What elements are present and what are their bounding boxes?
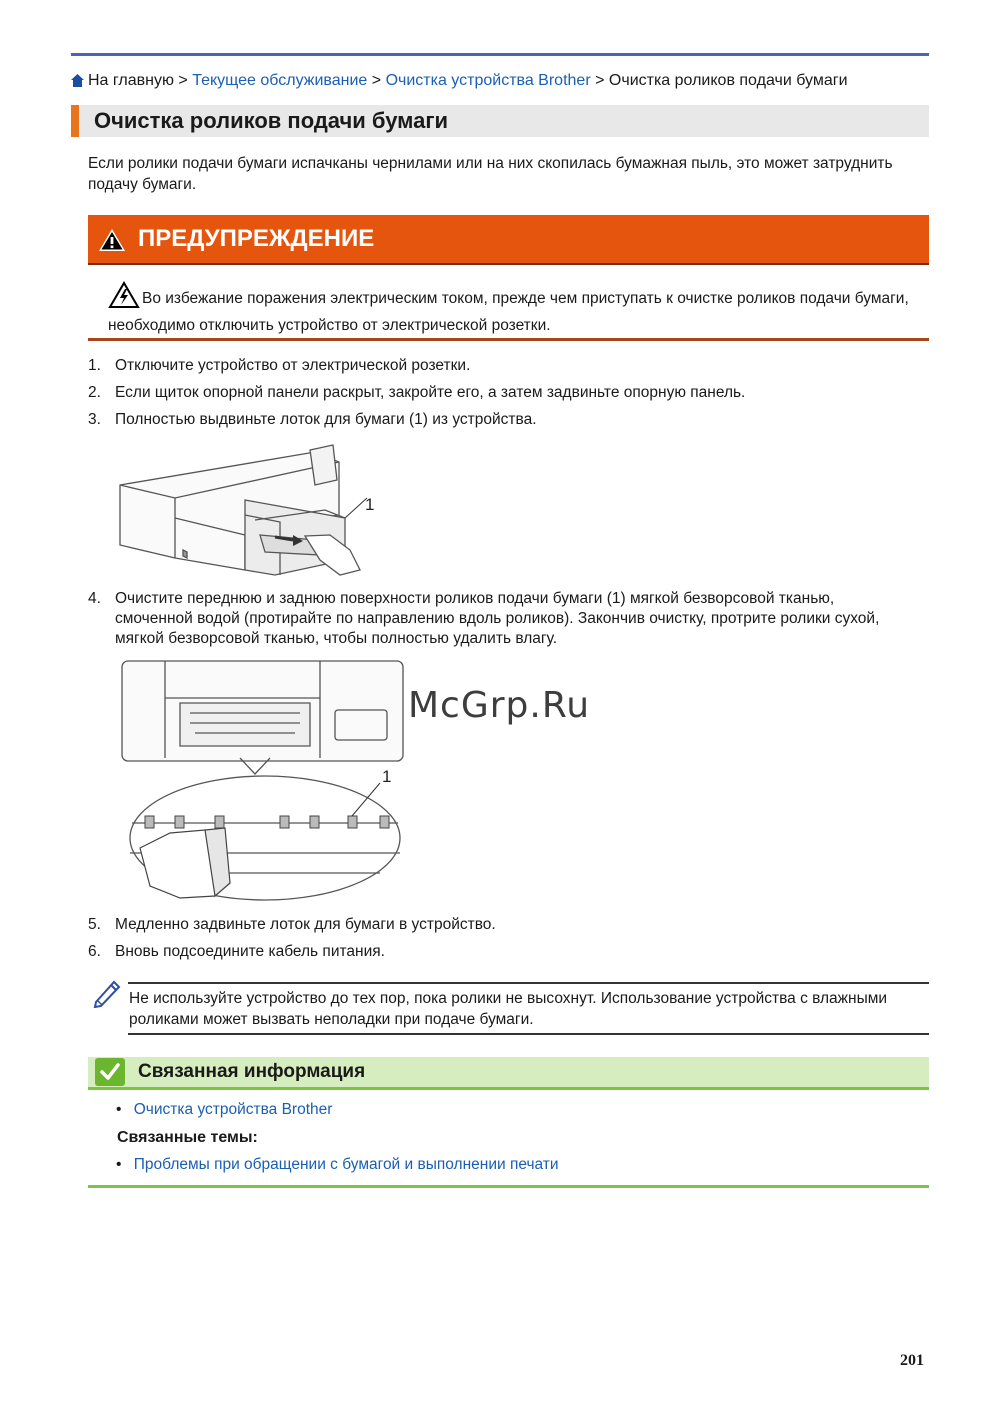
step-text: Полностью выдвиньте лоток для бумаги (1) из устройства.	[115, 411, 537, 428]
related-link-item	[116, 1100, 332, 1120]
warning-triangle-icon	[98, 228, 126, 252]
warning-underline	[88, 263, 929, 265]
home-icon[interactable]	[71, 74, 84, 87]
roller-cleaning-illustration	[120, 658, 410, 908]
page-title: Очистка роликов подачи бумаги	[94, 108, 449, 133]
step-number: 4.	[88, 590, 101, 607]
step-number: 6.	[88, 943, 101, 960]
step-number: 3.	[88, 411, 101, 428]
step-text: Очистите переднюю и заднюю поверхности роликов подачи бумаги (1) мягкой безворсовой тканью, смоченной водой (протирайте по направлению вдоль роликов). Закончив очистку, протрите ролики сухой, мягкой безворсовой тканью, чтобы полностью удалить влагу.	[115, 590, 880, 647]
breadcrumb-separator: >	[178, 72, 188, 89]
breadcrumb-separator: >	[371, 72, 382, 89]
step-number: 1.	[88, 357, 101, 374]
page-number: 201	[900, 1352, 924, 1369]
warning-body	[108, 281, 923, 339]
related-info-underline	[88, 1087, 929, 1090]
step-text: Отключите устройство от электрической розетки.	[115, 357, 471, 374]
title-accent	[71, 105, 79, 137]
figure-callout-1: 1	[382, 767, 392, 786]
breadcrumb-link-cleaning[interactable]: Очистка устройства Brother	[385, 72, 591, 89]
breadcrumb-current: Очистка роликов подачи бумаги	[608, 72, 848, 89]
intro-paragraph: Если ролики подачи бумаги испачканы чернилами или на них скопилась бумажная пыль, это может затруднить подачу бумаги.	[88, 155, 893, 193]
breadcrumb-separator: >	[595, 72, 605, 89]
breadcrumb	[71, 71, 941, 91]
step-text: Если щиток опорной панели раскрыт, закройте его, а затем задвиньте опорную панель.	[115, 384, 746, 401]
warning-text: Во избежание поражения электрическим током, прежде чем приступать к очистке роликов подачи бумаги, необходимо отключить устройство от электрической розетки.	[108, 290, 909, 334]
note-top-rule	[128, 982, 929, 984]
figure-callout-1: 1	[365, 495, 375, 514]
related-info-heading: Связанная информация	[138, 1061, 366, 1082]
related-bottom-rule	[88, 1185, 929, 1188]
related-topics-heading: Связанные темы:	[117, 1129, 258, 1146]
note-bottom-rule	[128, 1033, 929, 1035]
related-topic-item	[116, 1155, 559, 1175]
watermark: McGrp.Ru	[408, 685, 591, 726]
step-text: Вновь подсоедините кабель питания.	[115, 943, 385, 960]
warning-bottom-rule	[88, 338, 929, 341]
breadcrumb-home[interactable]: На главную	[88, 72, 174, 89]
bullet: •	[116, 1101, 122, 1118]
warning-heading: ПРЕДУПРЕЖДЕНИЕ	[138, 225, 375, 252]
bullet: •	[116, 1156, 122, 1173]
electric-shock-icon	[108, 281, 140, 309]
step-number: 5.	[88, 916, 101, 933]
printer-tray-illustration	[115, 440, 385, 580]
breadcrumb-link-maintenance[interactable]: Текущее обслуживание	[192, 72, 368, 89]
step-number: 2.	[88, 384, 101, 401]
note-text: Не используйте устройство до тех пор, пока ролики не высохнут. Использование устройства с влажными роликами может вызвать неполадки при подаче бумаги.	[129, 990, 888, 1028]
pencil-note-icon	[92, 976, 124, 1008]
top-rule	[71, 53, 929, 56]
check-icon	[95, 1058, 125, 1086]
related-link[interactable]: Очистка устройства Brother	[133, 1101, 333, 1118]
step-text: Медленно задвиньте лоток для бумаги в устройство.	[115, 916, 496, 933]
related-topic-link[interactable]: Проблемы при обращении с бумагой и выполнении печати	[133, 1156, 559, 1173]
